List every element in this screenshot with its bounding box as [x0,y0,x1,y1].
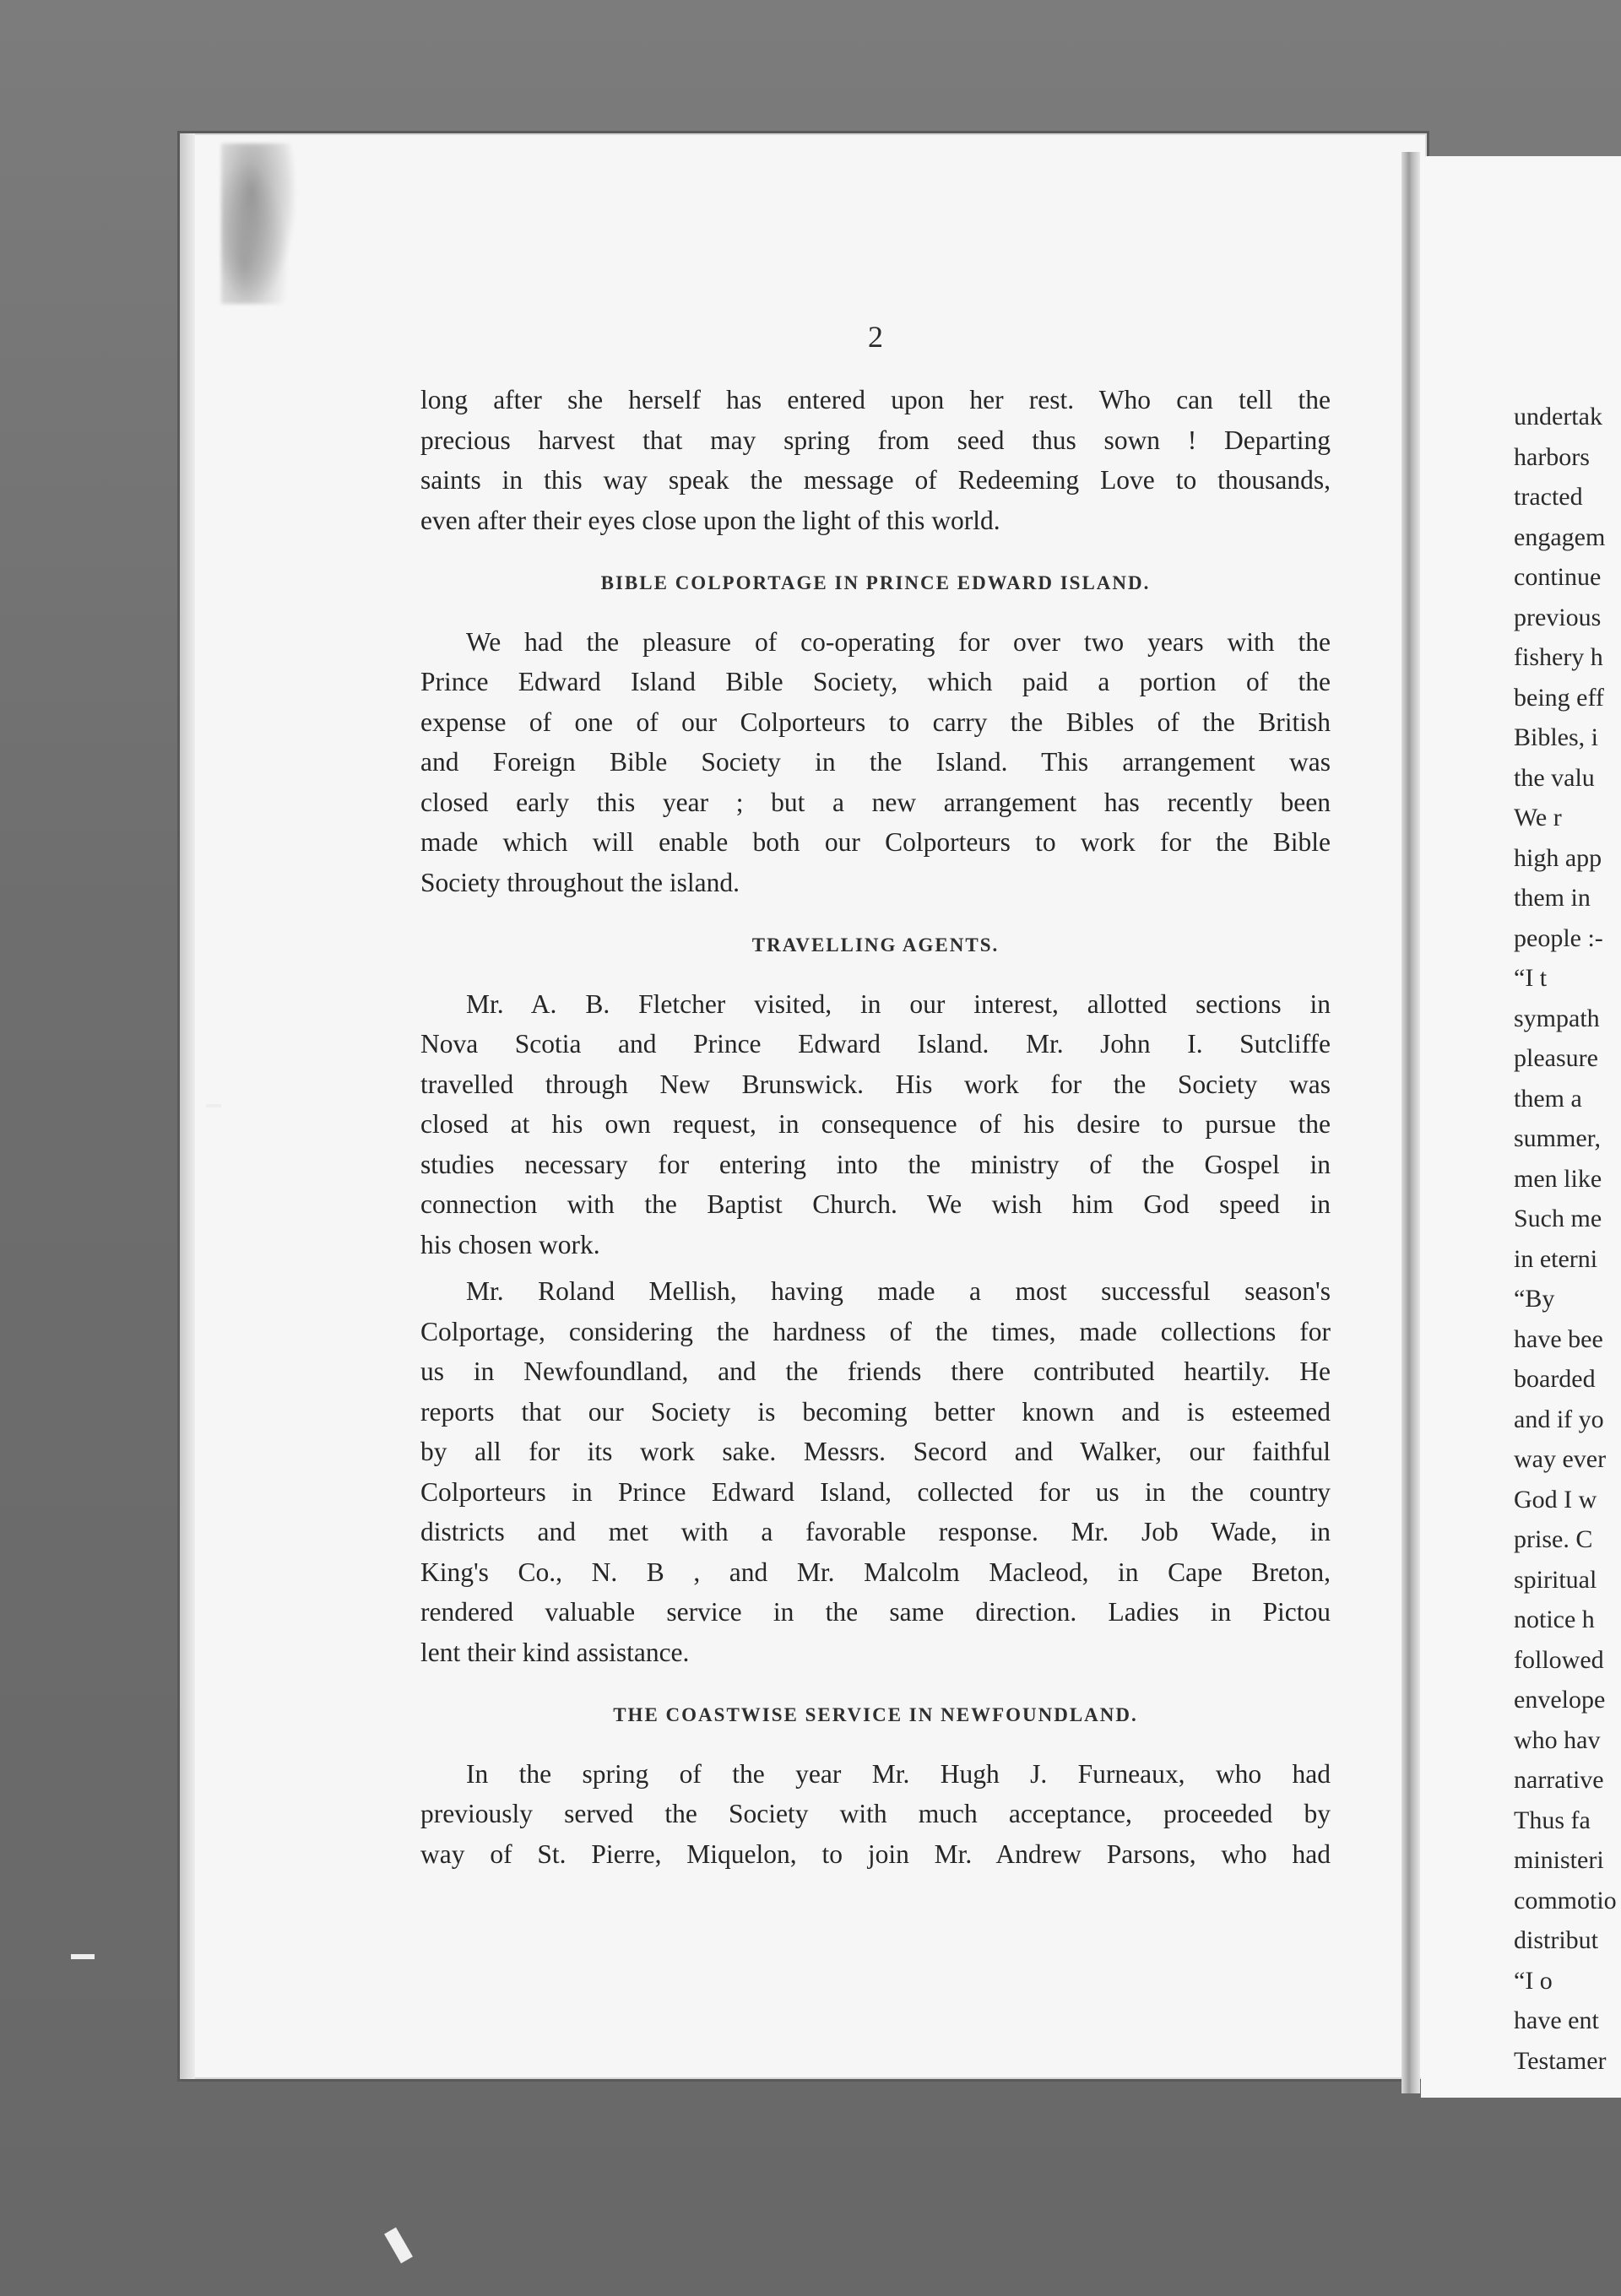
text-line: Society throughout the island. [420,867,740,897]
book-gutter [1401,152,1420,2093]
right-page-fragment: summer, [1514,1124,1601,1152]
left-text-column [420,380,1331,1881]
right-page-fragment: men like [1514,1164,1602,1193]
bible-colportage-paragraph [420,622,1331,903]
page-number: 2 [868,320,883,354]
text-line: Colportage, considering the hardness of the times, made collections for [420,1316,1331,1346]
text-line: closed at his own request, in consequence of his desire to pursue the [420,1109,1331,1139]
coastwise-paragraph [420,1754,1331,1875]
page-stain [221,144,297,304]
right-page-fragment: notice h [1514,1606,1595,1633]
right-page-fragment: ministeri [1514,1846,1604,1874]
right-page-fragment: in eterni [1514,1244,1598,1273]
text-line: Nova Scotia and Prince Edward Island. Mr. John I. Sutcliffe [420,1029,1331,1059]
text-line: closed early this year ; but a new arrangement has recently been [420,787,1331,817]
text-line: reports that our Society is becoming better known and is esteemed [420,1396,1331,1427]
right-page-fragment: and if yo [1514,1405,1604,1433]
right-page-fragment: boarded [1514,1365,1596,1393]
text-line: We had the pleasure of co-operating for over two years with the [466,626,1331,657]
text-line: and Foreign Bible Society in the Island. This arrangement was [420,747,1331,777]
right-page-fragment: have bee [1514,1324,1603,1353]
right-page-fragment: envelope [1514,1686,1606,1714]
right-page-fragment: sympath [1514,1004,1600,1032]
text-line: us in Newfoundland, and the friends there contributed heartily. He [420,1356,1331,1386]
right-page-fragment: Bibles, i [1514,723,1599,751]
text-line: Prince Edward Island Bible Society, which paid a portion of the [420,667,1331,696]
right-page-fragment: “I o [1514,1966,1553,1995]
text-line: In the spring of the year Mr. Hugh J. Furneaux, who had [466,1758,1331,1789]
text-line: even after their eyes close upon the light of this world. [420,505,1000,535]
right-page-fragment: continue [1514,563,1602,591]
text-line: King's Co., N. B , and Mr. Malcolm Macleod, in Cape Breton, [420,1557,1331,1587]
text-line: precious harvest that may spring from seed thus sown ! Departing [420,425,1331,455]
right-page-fragment: people :- [1514,923,1603,952]
right-page-fragment: Thus fa [1514,1806,1591,1834]
right-page-fragment: tracted [1514,483,1583,511]
right-page-fragment: prise. C [1514,1525,1593,1553]
text-line: Mr. A. B. Fletcher visited, in our interest, allotted sections in [466,988,1331,1019]
right-page-text-fragments [1514,397,1621,2081]
right-page-fragment: undertak [1514,403,1602,430]
text-line: saints in this way speak the message of Redeeming Love to thousands, [420,465,1331,495]
right-page-fragment: harbors [1514,442,1590,471]
text-line: Colporteurs in Prince Edward Island, collected for us in the country [420,1476,1331,1507]
right-page-fragment: narrative [1514,1766,1604,1794]
text-line: long after she herself has entered upon her rest. Who can tell the [420,385,1331,414]
right-page-fragment: the valu [1514,763,1595,792]
right-page-fragment: “I t [1514,964,1548,992]
mellish-paragraph [420,1271,1331,1672]
right-page-fragment: Testamer [1514,2046,1607,2075]
right-page-fragment: them in [1514,884,1591,912]
scan-speck [71,1954,95,1959]
text-line: travelled through New Brunswick. His work for the Society was [420,1069,1331,1099]
right-page-fragment: spiritual [1514,1565,1597,1594]
text-line: lent their kind assistance. [420,1637,690,1667]
right-page-fragment: engagem [1514,523,1606,551]
text-line: studies necessary for entering into the ministry of the Gospel in [420,1149,1331,1179]
text-line: by all for its work sake. Messrs. Secord and Walker, our faithful [420,1437,1331,1466]
intro-paragraph [420,380,1331,540]
text-line: his chosen work. [420,1229,600,1259]
right-page-fragment: God I w [1514,1485,1597,1514]
text-line: made which will enable both our Colporteurs to work for the Bible [420,827,1331,857]
text-line: connection with the Baptist Church. We wish him God speed in [420,1189,1331,1219]
right-page-fragment: them a [1514,1084,1582,1113]
section-heading: THE COASTWISE SERVICE IN NEWFOUNDLAND. [613,1704,1138,1725]
right-page-fragment: followed [1514,1645,1604,1674]
right-page-fragment: distribut [1514,1926,1599,1954]
text-line: Mr. Roland Mellish, having made a most successful season's [466,1276,1331,1306]
section-heading: TRAVELLING AGENTS. [751,934,1000,956]
text-line: expense of one of our Colporteurs to carry the Bibles of the British [420,707,1331,737]
right-page-fragment: high app [1514,843,1602,872]
section-heading: BIBLE COLPORTAGE IN PRINCE EDWARD ISLAND. [600,572,1151,593]
text-line: districts and met with a favorable response. Mr. Job Wade, in [420,1517,1331,1546]
travelling-agents-paragraph [420,984,1331,1265]
right-page-fragment: who hav [1514,1725,1601,1754]
right-page-fragment: fishery h [1514,643,1603,671]
right-page-fragment: have ent [1514,2006,1599,2034]
right-page-fragment: way ever [1514,1445,1607,1473]
right-page-fragment: commotio [1514,1886,1617,1914]
scan-speck [206,1104,221,1107]
right-page-fragment: Such me [1514,1205,1602,1232]
text-line: previously served the Society with much acceptance, proceeded by [420,1799,1331,1828]
right-page-fragment: We r [1514,804,1562,831]
right-page-fragment: “By [1514,1285,1555,1313]
right-page-fragment: being eff [1514,683,1604,712]
right-page-fragment: previous [1514,603,1602,631]
text-line: rendered valuable service in the same direction. Ladies in Pictou [420,1597,1331,1627]
right-page-fragment: pleasure [1514,1044,1598,1072]
text-line: way of St. Pierre, Miquelon, to join Mr. Andrew Parsons, who had [420,1838,1331,1869]
